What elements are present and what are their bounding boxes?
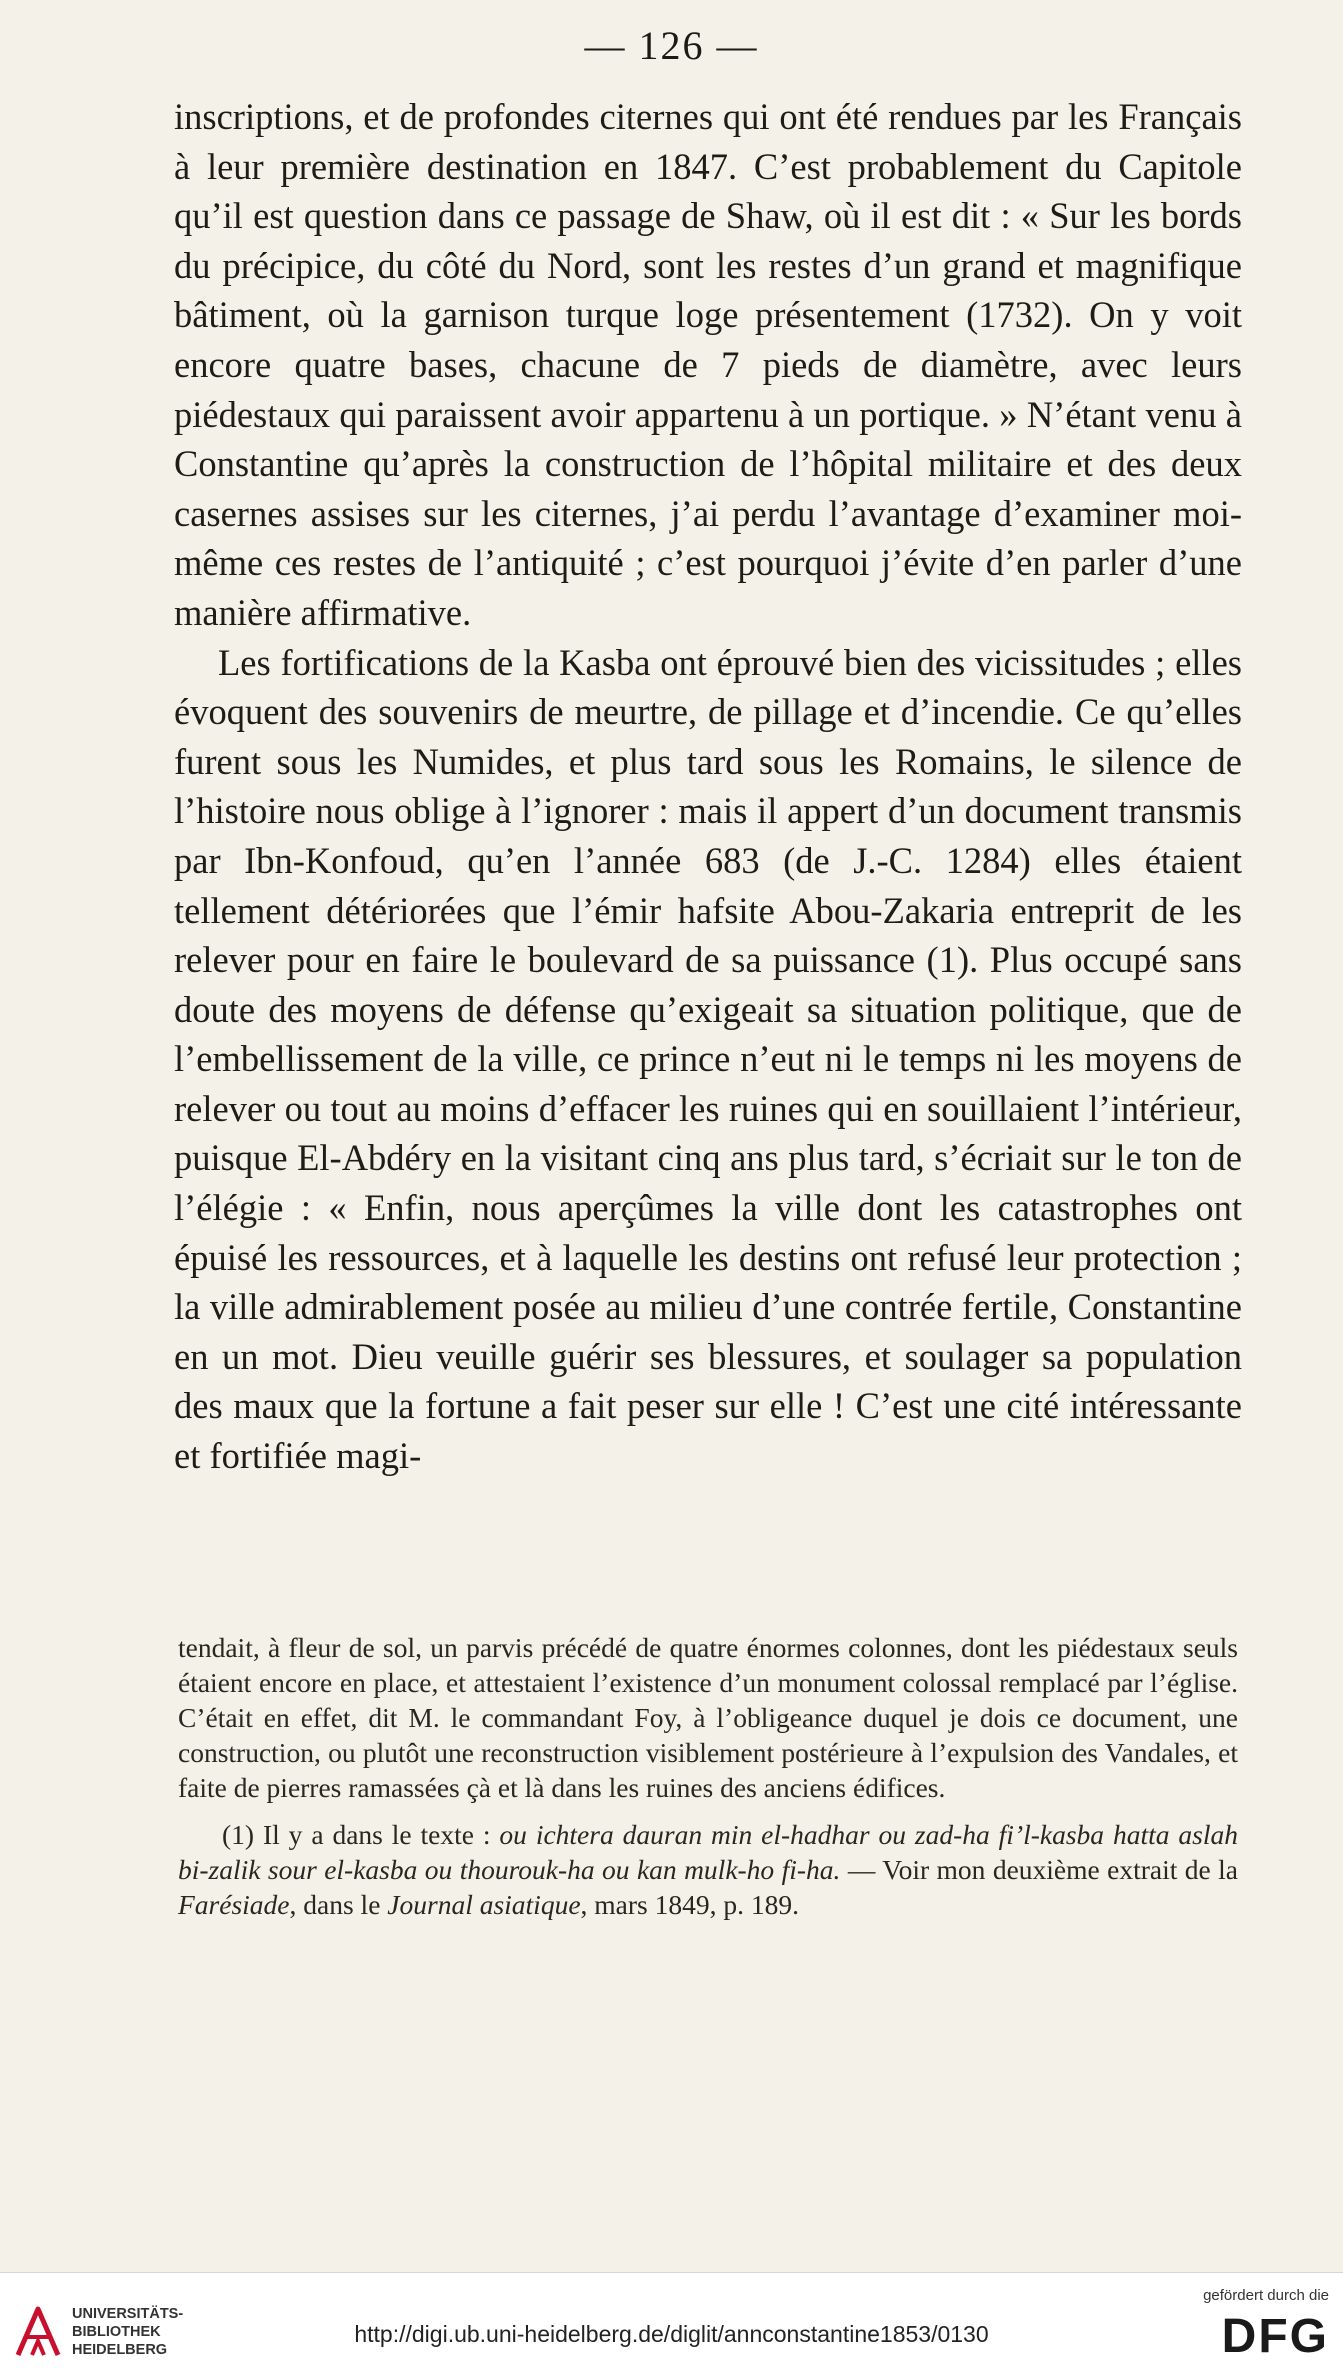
dfg-logo: DFG <box>1221 2310 1329 2363</box>
funding-label: gefördert durch die <box>1203 2287 1329 2304</box>
footnote-middle2: , dans le <box>289 1889 388 1920</box>
library-name-line: HEIDELBERG <box>72 2342 168 2358</box>
page-number: — 126 — <box>584 23 759 68</box>
main-text <box>174 92 1242 1481</box>
work-title: Farésiade <box>178 1889 290 1920</box>
transliteration: ou ichtera dauran min el-hadhar ou zad-ha fi’l-kasba hatta aslah bi-zalik sour el-kasba ou thourouk-ha ou kan mulk-ho fi-ha. <box>178 1819 1238 1885</box>
source-url[interactable]: http://digi.ub.uni-heidelberg.de/diglit/annconstantine1853/0130 <box>354 2321 989 2347</box>
continued-note: tendait, à fleur de sol, un parvis précédé de quatre énormes colonnes, dont les piédestaux seuls étaient encore en place, et attestaient l’existence d’un monument colossal remplacé par l’église. C’était en effet, dit M. le commandant Foy, à l’obligeance duquel je dois ce document, une construction, ou plutôt une reconstruction visiblement postérieure à l’expulsion des Vandales, et faite de pierres ramassées çà et là dans les ruines des anciens édifices. <box>178 1632 1238 1803</box>
journal-title: Journal asiatique <box>387 1889 581 1920</box>
paragraph: Les fortifications de la Kasba ont éprouvé bien des vicissitudes ; elles évoquent des souvenirs de meurtre, de pillage et d’incendie. Ce qu’elles furent sous les Numides, et plus tard sous les Romains, le silence de l’histoire nous oblige à l’ignorer : mais il appert d’un document transmis par Ibn-Konfoud, qu’en l’année 683 (de J.-C. 1284) elles étaient tellement détériorées que l’émir hafsite Abou-Zakaria entreprit de les relever pour en faire le boulevard de sa puissance (1). Plus occupé sans doute des moyens de défense qu’exigeait sa situation politique, que de l’embellissement de la ville, ce prince n’eut ni le temps ni les moyens de relever ou tout au moins d’effacer les ruines qui en souillaient l’intérieur, puisque El-Abdéry en la visitant cinq ans plus tard, s’écriait sur le ton de l’élégie : « Enfin, nous aperçûmes la ville dont les catastrophes ont épuisé les ressources, et à laquelle les destins ont refusé leur protection ; la ville admirablement posée au milieu d’une contrée fertile, Constantine en un mot. Dieu veuille guérir ses blessures, et soulager sa population des maux que la fortune a fait peser sur elle ! C’est une cité intéressante et fortifiée magi- <box>174 641 1242 1477</box>
footnote-prefix: (1) Il y a dans le texte : <box>222 1819 500 1850</box>
footnotes <box>178 1630 1238 1922</box>
footnote-end: , mars 1849, p. 189. <box>580 1889 800 1920</box>
footer <box>0 2272 1343 2375</box>
footnote-middle: — Voir mon deuxième extrait de la <box>840 1854 1238 1885</box>
footnote-1 <box>178 1817 1238 1922</box>
library-name-line: UNIVERSITÄTS- <box>72 2306 184 2322</box>
paragraph: inscriptions, et de profondes citernes qui ont été rendues par les Français à leur première destination en 1847. C’est probablement du Capitole qu’il est question dans ce passage de Shaw, où il est dit : « Sur les bords du précipice, du côté du Nord, sont les restes d’un grand et magnifique bâtiment, où la garnison turque loge présentement (1732). On y voit encore quatre bases, chacune de 7 pieds de diamètre, avec leurs piédestaux qui paraissent avoir appartenu à un portique. » N’étant venu à Constantine qu’après la construction de l’hôpital militaire et des deux casernes assises sur les citernes, j’ai perdu l’avantage d’examiner moi-même ces restes de l’antiquité ; c’est pourquoi j’évite d’en parler d’une manière affirmative. <box>174 96 1242 633</box>
library-name-line: BIBLIOTHEK <box>72 2324 161 2340</box>
